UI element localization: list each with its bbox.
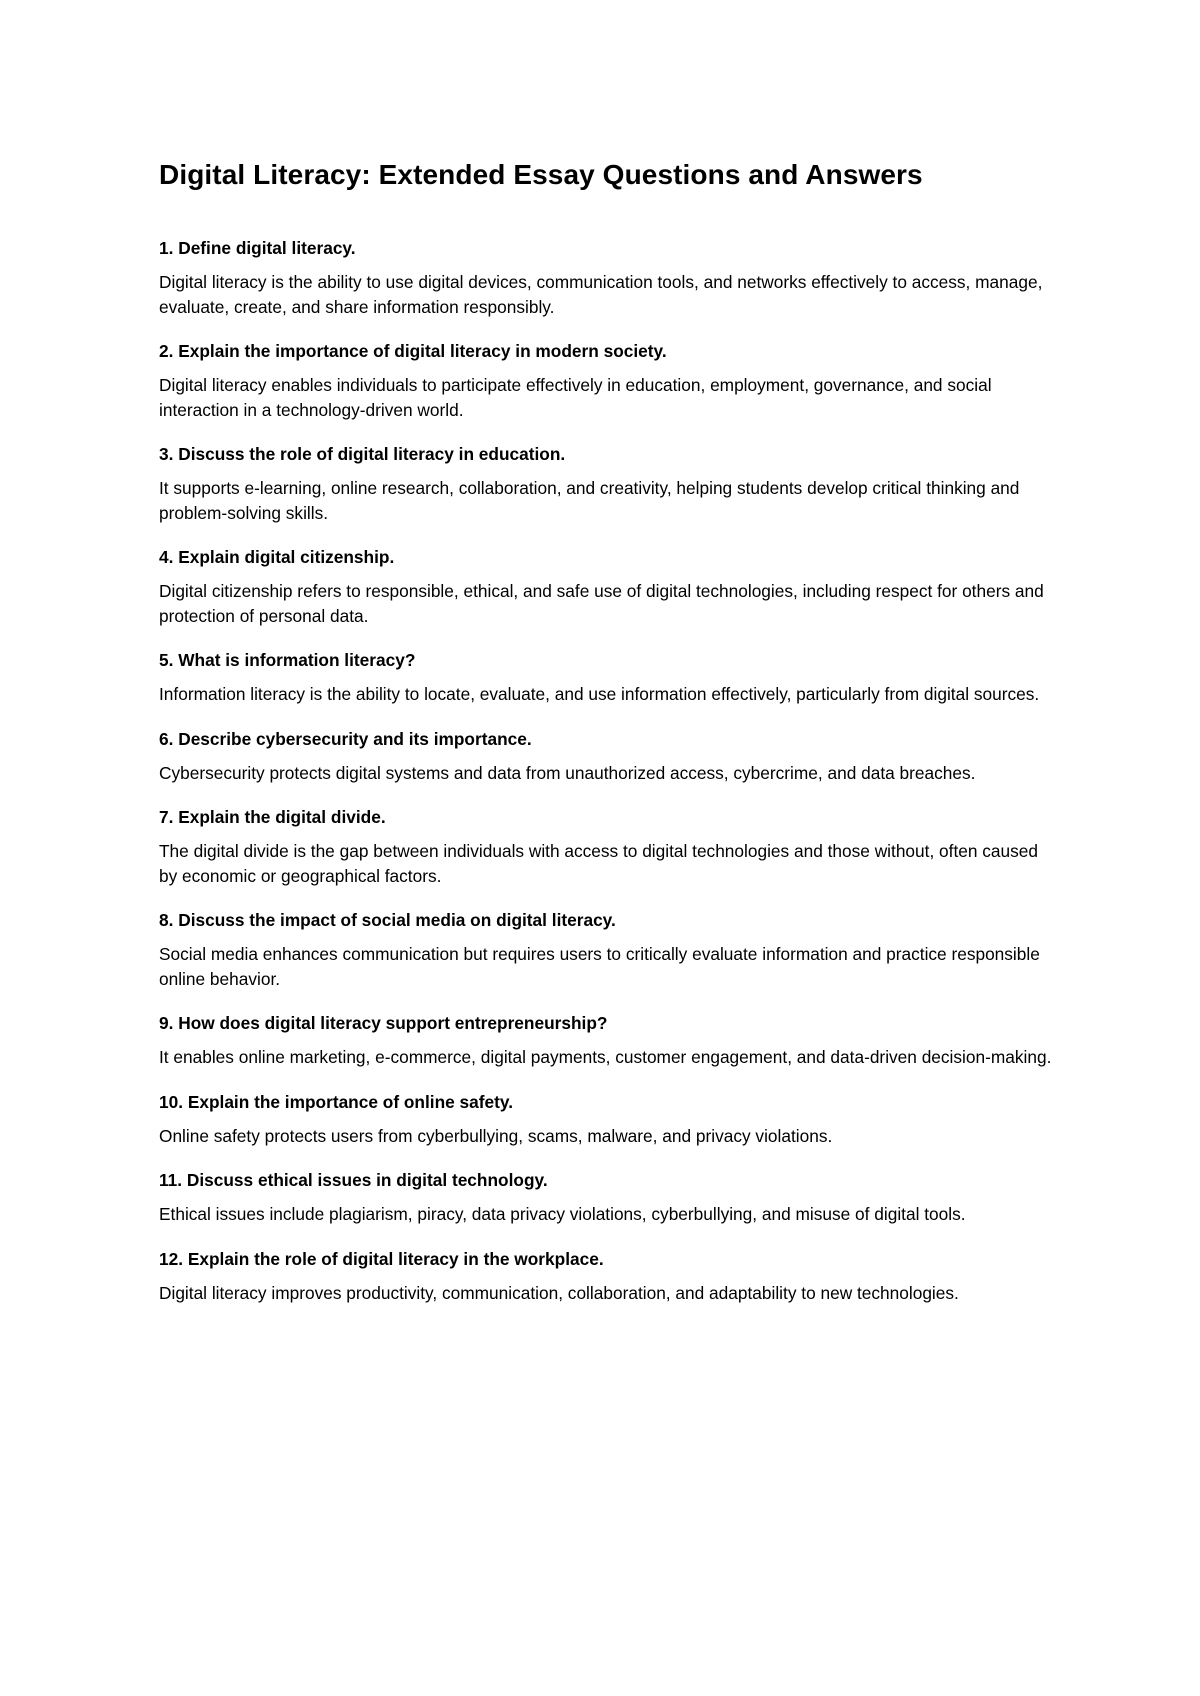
question-1: 1. Define digital literacy. bbox=[159, 238, 356, 258]
qa-item bbox=[159, 340, 1059, 422]
question-3: 3. Discuss the role of digital literacy in education. bbox=[159, 444, 566, 464]
qa-item bbox=[159, 1248, 1059, 1306]
qa-item bbox=[159, 443, 1059, 525]
qa-item bbox=[159, 649, 1059, 707]
answer-12: Digital literacy improves productivity, communication, collaboration, and adaptability to new technologies. bbox=[159, 1282, 959, 1303]
answer-7: The digital divide is the gap between individuals with access to digital technologies and those without, often caused by economic or geographical factors. bbox=[159, 841, 1039, 886]
answer-9: It enables online marketing, e-commerce, digital payments, customer engagement, and data-driven decision-making. bbox=[159, 1047, 1052, 1067]
question-6: 6. Describe cybersecurity and its importance. bbox=[159, 728, 532, 749]
qa-item bbox=[159, 1091, 1059, 1149]
qa-item bbox=[159, 909, 1059, 991]
question-11: 11. Discuss ethical issues in digital technology. bbox=[159, 1170, 548, 1190]
qa-list bbox=[159, 237, 1059, 1305]
answer-6: Cybersecurity protects digital systems and data from unauthorized access, cybercrime, and data breaches. bbox=[159, 762, 976, 783]
document-title: Digital Literacy: Extended Essay Questions and Answers bbox=[159, 159, 923, 190]
qa-item bbox=[159, 728, 1059, 786]
question-10: 10. Explain the importance of online safety. bbox=[159, 1091, 514, 1112]
qa-item bbox=[159, 237, 1059, 319]
question-7: 7. Explain the digital divide. bbox=[159, 807, 386, 827]
question-8: 8. Discuss the impact of social media on digital literacy. bbox=[159, 910, 616, 930]
question-2: 2. Explain the importance of digital literacy in modern society. bbox=[159, 341, 667, 361]
answer-4: Digital citizenship refers to responsible, ethical, and safe use of digital technologies, including respect for others and protection of personal data. bbox=[159, 581, 1044, 626]
answer-11: Ethical issues include plagiarism, piracy, data privacy violations, cyberbullying, and misuse of digital tools. bbox=[159, 1204, 966, 1224]
qa-item bbox=[159, 1169, 1059, 1227]
answer-5: Information literacy is the ability to locate, evaluate, and use information effectively, particularly from digital sources. bbox=[159, 684, 1040, 704]
answer-3: It supports e-learning, online research, collaboration, and creativity, helping students develop critical thinking and problem-solving skills. bbox=[159, 478, 1020, 523]
qa-item bbox=[159, 1012, 1059, 1070]
question-4: 4. Explain digital citizenship. bbox=[159, 547, 395, 567]
question-12: 12. Explain the role of digital literacy in the workplace. bbox=[159, 1248, 604, 1269]
answer-10: Online safety protects users from cyberbullying, scams, malware, and privacy violations. bbox=[159, 1125, 833, 1146]
question-9: 9. How does digital literacy support entrepreneurship? bbox=[159, 1013, 608, 1033]
question-5: 5. What is information literacy? bbox=[159, 650, 416, 670]
answer-2: Digital literacy enables individuals to participate effectively in education, employment, governance, and social interaction in a technology-driven world. bbox=[159, 375, 992, 420]
answer-8: Social media enhances communication but requires users to critically evaluate information and practice responsible online behavior. bbox=[159, 944, 1040, 989]
document-page bbox=[159, 158, 1059, 1326]
answer-1: Digital literacy is the ability to use digital devices, communication tools, and networks effectively to access, manage, evaluate, create, and share information responsibly. bbox=[159, 272, 1043, 317]
qa-item bbox=[159, 546, 1059, 628]
qa-item bbox=[159, 806, 1059, 888]
